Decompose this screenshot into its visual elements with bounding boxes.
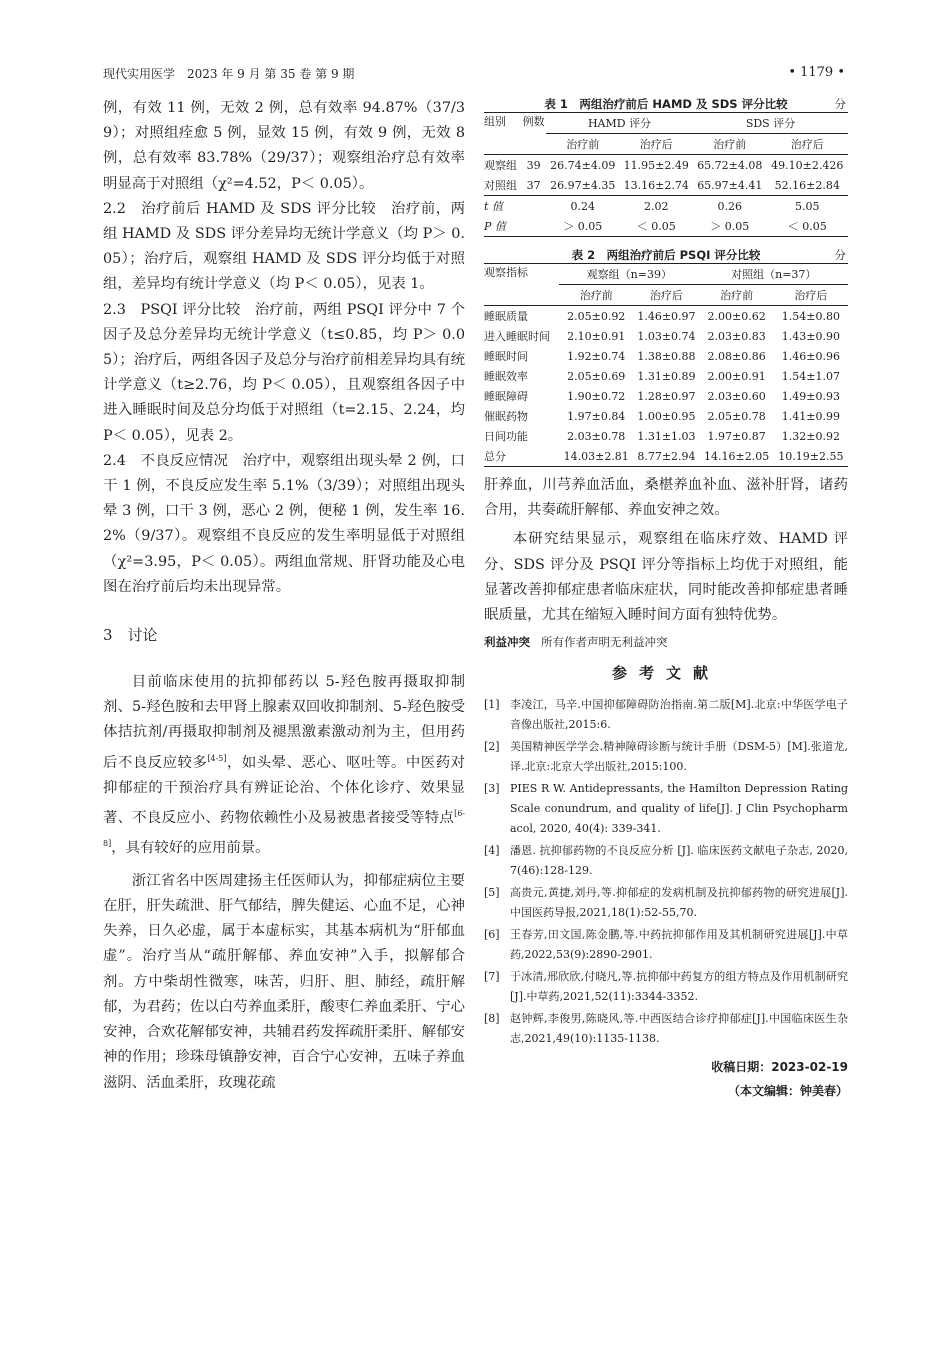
list-item	[484, 737, 848, 777]
table-cell: 1.43±0.90	[781, 329, 840, 343]
table-cell: 1.54±1.07	[781, 369, 840, 383]
table-cell: 11.95±2.49	[623, 158, 689, 172]
table-cell: t 值	[484, 200, 503, 213]
table2-header-control: 对照组（n=37）	[700, 264, 848, 285]
list-item	[484, 841, 848, 881]
table-cell: 1.41±0.99	[781, 409, 840, 423]
conflict-of-interest	[484, 634, 848, 650]
table1-header-sds-before: 治疗前	[713, 138, 747, 151]
table-cell: 睡眠障碍	[484, 390, 528, 403]
table2-header-obs-after: 治疗后	[649, 289, 683, 302]
list-item	[484, 925, 848, 965]
citation-6-8: [6-8]	[103, 808, 465, 848]
table-cell: 观察组	[484, 159, 517, 172]
table-cell: 2.00±0.91	[707, 369, 766, 383]
table-cell: 2.00±0.62	[707, 309, 766, 323]
discussion-1-part-c: ，具有较好的应用前景。	[111, 839, 270, 856]
table1-unit: 分	[834, 97, 846, 111]
table-cell: 10.19±2.55	[778, 449, 844, 463]
ref-number: [6]	[484, 928, 500, 942]
table2-header-obs-before: 治疗前	[579, 289, 613, 302]
coi-text: 所有作者声明无利益冲突	[540, 635, 668, 650]
table-cell: 1.28±0.97	[637, 389, 696, 403]
table-cell: 1.49±0.93	[781, 389, 840, 403]
table-cell: 1.90±0.72	[567, 389, 626, 403]
table-cell: 2.08±0.86	[707, 349, 766, 363]
paragraph-discussion-2: 浙江省名中医周建扬主任医师认为，抑郁症病位主要在肝，肝失疏泄、肝气郁结，脾失健运、心血不足，心神失养，日久必虚，属于本虚标实，其基本病机为“肝郁血虚”。治疗当从“疏肝解郁、养血安神”入手，拟解郁合剂。方中柴胡性微寒，味苦，归肝、胆、肺经，疏肝解郁，为君药；佐以白芍养血柔肝，酸枣仁养血柔肝、宁心安神，合欢花解郁安神，共辅君药发挥疏肝柔肝、解郁安神的作用；珍珠母镇静安神，百合宁心安神，五味子养血滋阴、活血柔肝，玫瑰花疏	[103, 872, 465, 1091]
table-cell: 2.02	[644, 199, 669, 213]
table-cell: 0.26	[717, 199, 743, 213]
table-cell: 14.16±2.05	[704, 449, 770, 463]
paragraph-discussion-1	[103, 670, 465, 861]
table-cell: 2.05±0.69	[567, 369, 626, 383]
paragraph-conclusion: 本研究结果显示，观察组在临床疗效、HAMD 评分、SDS 评分及 PSQI 评分等指标上均优于对照组，能显著改善抑郁症患者临床症状，同时能改善抑郁症患者睡眠质量，尤其在缩短入睡时间方面有独特优势。	[484, 531, 848, 624]
table-row	[484, 196, 848, 217]
ref-number: [3]	[484, 782, 500, 796]
journal-header: 现代实用医学 2023 年 9 月 第 35 卷 第 9 期	[103, 67, 355, 81]
page-number: • 1179 •	[788, 65, 845, 80]
table2-header-ctrl-after: 治疗后	[794, 289, 828, 302]
table1-header-sds-after: 治疗后	[790, 138, 824, 151]
right-column	[484, 96, 848, 1103]
table-row	[484, 406, 848, 426]
table1-title	[484, 96, 848, 112]
paragraph-discussion-continued: 肝养血，川芎养血活血，桑椹养血补血、滋补肝肾，诸药合用，共奏疏肝解郁、养血安神之效。	[484, 477, 848, 519]
ref-number: [8]	[484, 1012, 500, 1026]
ref-text: 美国精神医学学会.精神障碍诊断与统计手册（DSM-5）[M].张道龙,译.北京:北京大学出版社,2015:100.	[510, 740, 848, 774]
table-cell: 对照组	[484, 179, 517, 192]
table-cell: 2.03±0.60	[707, 389, 766, 403]
table2-header-ctrl-before: 治疗前	[720, 289, 754, 302]
paragraph-hamd-sds: 2.2 治疗前后 HAMD 及 SDS 评分比较 治疗前，两组 HAMD 及 SDS 评分差异均无统计学意义（均 P＞ 0.05）；治疗后，观察组 HAMD 及 SDS 评分均低于对照组，差异均有统计学意义（均 P＜ 0.05），见表 1。	[103, 200, 465, 293]
table-row	[484, 326, 848, 346]
table1-title-text: 表 1 两组治疗前后 HAMD 及 SDS 评分比较	[544, 97, 788, 111]
table-cell: 65.72±4.08	[697, 158, 763, 172]
table-cell: 2.10±0.91	[567, 329, 626, 343]
coi-label: 利益冲突	[484, 635, 530, 650]
paragraph-adverse-reactions: 2.4 不良反应情况 治疗中，观察组出现头晕 2 例，口干 1 例，不良反应发生率 5.1%（3/39）；对照组出现头晕 3 例，口干 3 例，恶心 2 例，便秘 1 例，发生率 16.2%（9/37）。观察组不良反应的发生率明显低于对照组（χ²=3.95，P＜ 0.05）。两组血常规、肝肾功能及心电图在治疗前后均未出现异常。	[103, 452, 465, 595]
reference-list	[484, 695, 848, 1049]
table-row	[484, 155, 848, 176]
table-cell: 49.10±2.426	[771, 158, 844, 172]
table-cell: 26.97±4.35	[550, 178, 616, 192]
table-cell: ＞ 0.05	[563, 220, 603, 233]
table-row	[484, 216, 848, 237]
section-heading-discussion: 3 讨论	[103, 626, 158, 645]
discussion-1-part-b: ，如头晕、恶心、呕吐等。中医药对抑郁症的干预治疗具有辨证论治、个体化诊疗、效果显著、不良反应小、药物依赖性小及易被患者接受等特点	[103, 754, 465, 826]
table-cell: 2.05±0.92	[567, 309, 626, 323]
table2	[484, 263, 848, 467]
table2-header-index: 观察指标	[484, 266, 528, 279]
table1-header-hamd-before: 治疗前	[566, 138, 600, 151]
table-cell: 1.31±1.03	[637, 429, 696, 443]
table-cell: 1.54±0.80	[781, 309, 840, 323]
table-row	[484, 366, 848, 386]
table-cell: 1.97±0.84	[567, 409, 626, 423]
table-row	[484, 446, 848, 467]
table-row	[484, 346, 848, 366]
table-cell: 65.97±4.41	[697, 178, 763, 192]
editor-credit: （本文编辑：钟美春）	[727, 1084, 848, 1099]
table1-header-hamd: HAMD 评分	[546, 113, 693, 134]
table-cell: ＜ 0.05	[636, 220, 676, 233]
table-cell: 睡眠效率	[484, 370, 528, 383]
list-item	[484, 967, 848, 1007]
table-cell: ＜ 0.05	[787, 220, 827, 233]
table-row	[484, 175, 848, 196]
table1-header-sds: SDS 评分	[693, 113, 848, 134]
table-cell: 1.00±0.95	[637, 409, 696, 423]
ref-text: 于冰清,邢欣欣,付晓凡,等.抗抑郁中药复方的组方特点及作用机制研究[J].中草药,2021,52(11):3344-3352.	[510, 970, 848, 1004]
table1-header-group: 组别	[484, 115, 506, 128]
table1	[484, 112, 848, 237]
ref-number: [1]	[484, 698, 500, 712]
table-row	[484, 386, 848, 406]
table-cell: 14.03±2.81	[563, 449, 629, 463]
ref-number: [2]	[484, 740, 500, 754]
table-cell: 1.03±0.74	[637, 329, 696, 343]
table-cell	[521, 216, 546, 237]
table-cell: 总分	[484, 450, 506, 463]
list-item	[484, 779, 848, 839]
table-cell: 睡眠质量	[484, 310, 528, 323]
table-cell	[521, 196, 546, 217]
list-item	[484, 1009, 848, 1049]
received-date: 收稿日期：2023-02-19	[711, 1060, 848, 1075]
table-cell: 26.74±4.09	[550, 158, 616, 172]
table2-title-text: 表 2 两组治疗前后 PSQI 评分比较	[571, 248, 761, 262]
table2-unit: 分	[834, 248, 846, 262]
table-cell: 5.05	[795, 199, 820, 213]
table-cell: 2.03±0.83	[707, 329, 766, 343]
table-cell: 13.16±2.74	[623, 178, 689, 192]
table-cell: 2.05±0.78	[707, 409, 766, 423]
table-cell: 催眠药物	[484, 410, 528, 423]
table-cell: 0.24	[570, 199, 595, 213]
ref-number: [5]	[484, 886, 500, 900]
ref-text: 高贵元,黄捷,刘丹,等.抑郁症的发病机制及抗抑郁药物的研究进展[J].中国医药导报,2021,18(1):52-55,70.	[510, 886, 848, 920]
table-cell: 1.46±0.97	[637, 309, 696, 323]
table2-header-observation: 观察组（n=39）	[559, 264, 699, 285]
references-heading: 参考文献	[611, 664, 720, 683]
table-cell: 52.16±2.84	[774, 178, 840, 192]
table-cell: 睡眠时间	[484, 350, 528, 363]
table-cell: 1.46±0.96	[781, 349, 840, 363]
discussion-1-part-a: 目前临床使用的抗抑郁药以 5-羟色胺再摄取抑制剂、5-羟色胺和去甲肾上腺素双回收抑制剂、5-羟色胺受体拮抗剂/再摄取抑制剂及褪黑激素激动剂为主，但用药后不良反应较多	[103, 674, 465, 771]
table-cell: 8.77±2.94	[637, 449, 696, 463]
table2-title	[484, 247, 848, 263]
table-cell: P 值	[484, 220, 506, 233]
table-row	[484, 306, 848, 327]
table-cell: 1.97±0.87	[707, 429, 766, 443]
table-cell: ＞ 0.05	[710, 220, 750, 233]
paragraph-psqi: 2.3 PSQI 评分比较 治疗前，两组 PSQI 评分中 7 个因子及总分差异均无统计学意义（t≤0.85，均 P＞ 0.05）；治疗后，两组各因子及总分与治疗前相差异均具有统计学意义（t≥2.76，均 P＜ 0.05），且观察组各因子中进入睡眠时间及总分均低于对照组（t=2.15、2.24，均 P＜ 0.05），见表 2。	[103, 301, 465, 444]
table-cell: 日间功能	[484, 430, 528, 443]
table-cell: 2.03±0.78	[567, 429, 626, 443]
ref-number: [4]	[484, 844, 500, 858]
ref-text: 潘恩. 抗抑郁药物的不良反应分析 [J]. 临床医药文献电子杂志, 2020,7(46):128-129.	[510, 844, 848, 878]
table-cell: 1.31±0.89	[637, 369, 696, 383]
table-cell: 37	[526, 178, 541, 192]
table-row	[484, 426, 848, 446]
list-item	[484, 695, 848, 735]
paragraph-results-efficacy: 例，有效 11 例，无效 2 例，总有效率 94.87%（37/39）；对照组痊愈 5 例，显效 15 例，有效 9 例，无效 8 例，总有效率 83.78%（29/37）；观察组治疗总有效率明显高于对照组（χ²=4.52，P＜ 0.05）。	[103, 100, 465, 192]
table-cell: 39	[526, 158, 541, 172]
ref-text: 赵钟辉,李俊男,陈晓风,等.中西医结合诊疗抑郁症[J].中国临床医生杂志,2021,49(10):1135-1138.	[510, 1012, 848, 1046]
table-cell: 1.92±0.74	[567, 349, 626, 363]
ref-text: PIES R W. Antidepressants, the Hamilton Depression Rating Scale conundrum, and quality of life[J]. J Clin Psychopharmacol, 2020, 40(4): 339-341.	[510, 782, 848, 836]
left-column	[103, 96, 465, 1096]
table-cell: 1.32±0.92	[781, 429, 840, 443]
citation-4-5: [4-5]	[207, 753, 227, 763]
table1-header-n: 例数	[522, 115, 545, 128]
list-item	[484, 883, 848, 923]
ref-text: 李凌江，马辛.中国抑郁障碍防治指南.第二版[M].北京:中华医学电子音像出版社,2015:6.	[510, 698, 848, 732]
ref-number: [7]	[484, 970, 500, 984]
ref-text: 王春芳,田文国,陈金鹏,等.中药抗抑郁作用及其机制研究进展[J].中草药,2022,53(9):2890-2901.	[510, 928, 848, 962]
table-cell: 1.38±0.88	[637, 349, 696, 363]
table-cell: 进入睡眠时间	[484, 330, 550, 343]
table1-header-hamd-after: 治疗后	[639, 138, 673, 151]
